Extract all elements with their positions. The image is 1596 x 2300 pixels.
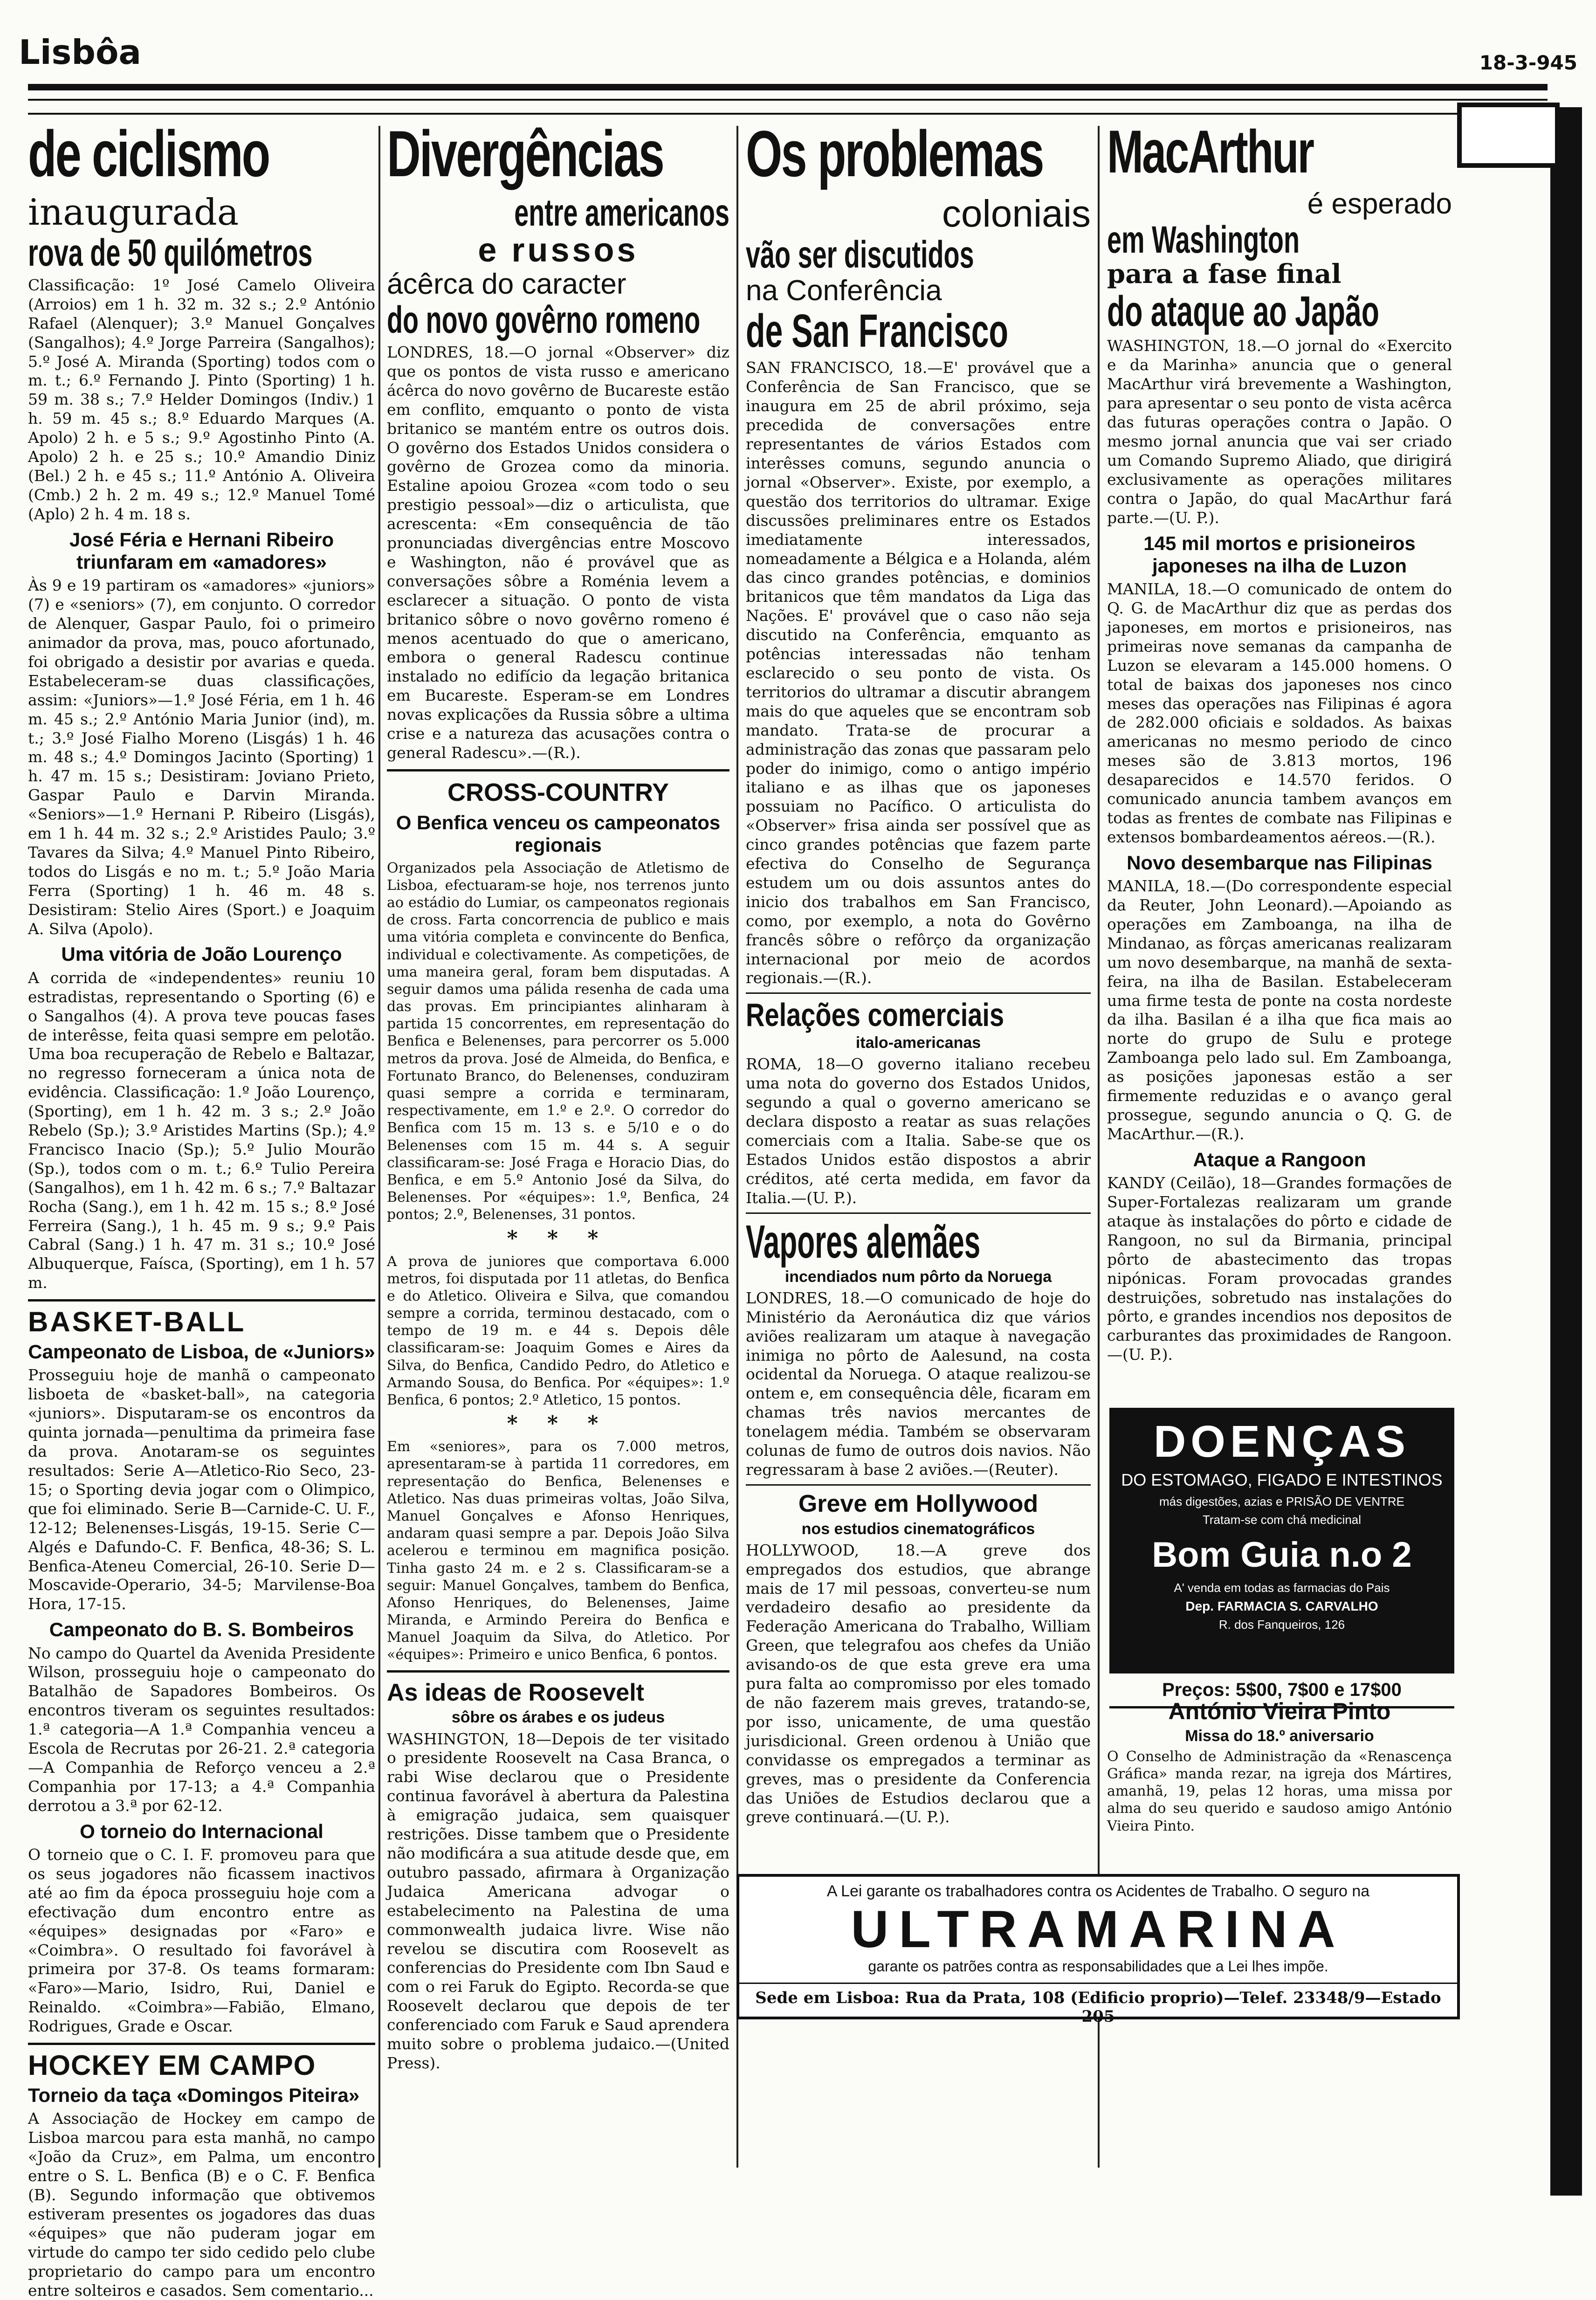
- article-text: SAN FRANCISCO, 18.—E' provável que a Conferência de San Francisco, que se inaugura em 25 de abril próximo, seja precedida de conversações entre representantes de vários Estados com interêsses comuns, segundo anuncia o jornal «Observer». Existe, por exemplo, a questão dos territorios do ultramar. Exige discussões preliminares entre os Estados imediatamente interessados, nomeadamente a Bélgica e a Holanda, além das cinco grandes potências, e dominios britanicos que têm mandatos da Liga das Nações. E' provável que o caso não seja discutido na Conferência, emquanto as potências interessadas não tenham esclarecido o seu ponto de vista. Os territorios do ultramar a discutir abrangem mais do que aqueles que se encontram sob mandato. Trata-se de procurar a administração das zonas que passaram pelo poder do inimigo, como o antigo império italiano e as ilhas que os japoneses possuiam no Pacífico. O articulista do «Observer» frisa ainda ser possível que as cinco grandes potências que fazem parte efectiva do Conselho de Segurança estudem um ou dois assuntos antes do inicio dos trabalhos em San Francisco, como, por exemplo, a nota do Govêrno francês sôbre o refôrço da organização internacional por meio de acordos regionais.—(R.).: [746, 358, 1091, 987]
- article-text: Classificação: 1º José Camelo Oliveira (Arroios) em 1 h. 32 m. 32 s.; 2.º António Rafael (Alenquer); 3.º Manuel Gonçalves (Sangalhos); 4.º Jorge Parreira (Sangalhos); 5.º José A. Miranda (Sporting) todos com o m. t.; 6.º Fernando J. Pinto (Sporting) 1 h. 59 m. 38 s.; 7.º Helder Domingos (Indiv.) 1 h. 59 m. 45 s.; 8.º Eduardo Marques (A. Apolo) 2 h. e 5 s.; 9.º Agostinho Pinto (A. Apolo) 2 h. e 25 s.; 10.º Amandio Diniz (Bel.) 2 h. e 45 s.; 11.º António A. Oliveira (Cmb.) 2 h. 2 m. 49 s.; 12.º Manuel Tomé (Aplo) 2 h. 4 m. 18 s.: [28, 275, 375, 523]
- section-heading: CROSS-COUNTRY: [447, 778, 669, 806]
- top-rule-thin-2: [28, 113, 1548, 115]
- notice-heading: António Vieira Pinto: [1168, 1698, 1391, 1725]
- section-heading: Relações comerciais: [746, 997, 1004, 1033]
- advert-bom-guia: [1109, 1408, 1454, 1673]
- article-text: HOLLYWOOD, 18.—A greve dos empregados dos estudios, que abrange mais de 17 mil pessoas, converteu-se num verdadeiro desafio ao presidente da Federação Americana do Trabalho, William Green, que telegrafou aos chefes da União avisando-os de que esta greve era uma pura falta ao compromisso por eles tomado de não fazerem mais greves, tratando-se, por isso, unicamente, de uma questão jurisdicional. Green ordenou à União que convidasse os empregados a terminar as greves, mas o presidente da Conferencia das Uniões de Estudios declarou que a greve continuará.—(U. P.).: [746, 1541, 1091, 1826]
- subheadline: entre americanos: [514, 192, 729, 234]
- subheadline: na Conferência: [746, 275, 942, 307]
- section-kicker: incendiados num pôrto da Noruega: [784, 1267, 1052, 1286]
- ad-line: A Lei garante os trabalhadores contra os Acidentes de Trabalho. O seguro na: [826, 1882, 1370, 1900]
- headline: de ciclismo: [28, 117, 269, 190]
- section-kicker: Campeonato de Lisboa, de «Juniors»: [28, 1341, 375, 1363]
- article-text: Às 9 e 19 partiram os «amadores» «juniors» (7) e «seniors» (7), em conjunto. O corredor de Alenquer, Gaspar Paulo, foi o primeiro animador da prova, mas, pouco afortunado, foi obrigado a desistir por avarias e queda. Estabeleceram-se duas classificações, assim: «Juniors»—1.º José Féria, em 1 h. 46 m. 45 s.; 2.º António Maria Junior (ind), m. t.; 3.º José Fialho Moreno (Lisgás) 1 h. 46 m. 48 s.; 4.º Domingos Jacinto (Sporting) 1 h. 47 m. 15 s.; Desistiram: Joviano Prieto, Gaspar Paulo e Darvin Miranda. «Seniors»—1.º Hernani P. Ribeiro (Lisgás), em 1 h. 44 m. 32 s.; 2.º Aristides Paulo; 3.º Tavares da Silva; 4.º Manuel Pinto Ribeiro, todos do Lisgás e no m. t.; 5.º João Maria Ferra (Sporting) 1 h. 46 m. 48 s. Desistiram: Stelio Aires (Sport.) e Joaquim A. Silva (Apolo).: [28, 576, 375, 938]
- ad-line: Dep. FARMACIA S. CARVALHO: [1185, 1599, 1378, 1613]
- section-kicker: O Benfica venceu os campeonatos regionais: [396, 812, 721, 856]
- divider: [28, 1299, 375, 1301]
- column-romania: [387, 117, 729, 2182]
- section-heading: Vapores alemães: [746, 1215, 981, 1268]
- subheadline: inaugurada: [28, 192, 239, 234]
- divider: [746, 1484, 1091, 1486]
- divider: [28, 2043, 375, 2045]
- top-rule: [28, 84, 1548, 90]
- divider: [387, 1670, 729, 1673]
- section-kicker: 145 mil mortos e prisioneiros japoneses na ilha de Luzon: [1143, 532, 1416, 577]
- article-text: LONDRES, 18.—O comunicado de hoje do Ministério da Aeronáutica diz que vários aviões realizaram um ataque à navegação inimiga no pôrto de Aalesund, na costa ocidental da Noruega. O ataque realizou-se ontem e, em consequência dêle, ficaram em chamas três navios mercantes de tonelagem média. Também se observaram colunas de fumo de outros dois navios. Não regressaram à base 2 aviões.—(Reuter).: [746, 1288, 1091, 1479]
- subheadline: rova de 50 quilómetros: [28, 231, 313, 274]
- column-rule: [1098, 126, 1100, 2168]
- article-text: KANDY (Ceilão), 18—Grandes formações de Super-Fortalezas realizaram um grande ataque às instalações do pôrto e cidade de Rangoon, no sul da Birmania, principal pôrto de abastecimento das tropas nipónicas. Foram provocadas grandes destruições, sobretudo nas instalações do pôrto, e grandes incendios nos depositos de carburantes das proximidades de Rangoon.—(U. P.).: [1107, 1174, 1452, 1364]
- article-text: No campo do Quartel da Avenida Presidente Wilson, prosseguiu hoje o campeonato do Batalhão de Sapadores Bombeiros. Os encontros tiveram os seguintes resultados: 1.ª categoria—A 1.ª Companhia venceu a Escola de Recrutas por 26-21. 2.ª categoria—A Companhia de Reforço venceu a 2.ª Companhia por 17-13; a 4.ª Companhia derrotou a 3.ª por 62-12.: [28, 1644, 375, 1815]
- article-text: A prova de juniores que comportava 6.000 metros, foi disputada por 11 atletas, do Benfica e do Atletico. Oliveira e Silva, que comandou sempre a corrida, terminou destacado, com o tempo de 19 m. e 44 s. Depois dêle classificaram-se: Joaquim Gomes e Aires da Silva, do Benfica, Candido Pedro, do Atletico e Armando Sousa, do Benfica. Por «équipes»: 1.º Benfica, 6 pontos; 2.º Atletico, 15 pontos.: [387, 1253, 729, 1409]
- paper-name: Lisbôa: [19, 33, 142, 72]
- section-heading: BASKET-BALL: [28, 1306, 246, 1338]
- column-rule: [736, 126, 738, 2168]
- advert-ultramarina: [736, 1874, 1460, 2026]
- separator-stars: * * *: [507, 1226, 610, 1250]
- page-edge-box: [1457, 103, 1560, 168]
- article-text: A Associação de Hockey em campo de Lisboa marcou para esta manhã, no campo «João da Cruz», em Palma, um encontro entre o S. L. Benfica (B) e o C. F. Benfica (B). Segundo informação que obtivemos estiveram presentes os jogadores das duas «équipes» que não puderam jogar em virtude do campo ter sido cedido pelo clube proprietario do campo para um encontro entre solteiros e casados. Sem comentario...: [28, 2109, 375, 2300]
- article-text: MANILA, 18.—(Do correspondente especial da Reuter, John Leonard).—Apoiando as operações em Zamboanga, na ilha de Mindanao, as fôrças americanas realizaram um novo desembarque, na manhã de sexta-feira, na ilha de Basilan. Estabeleceram uma firme testa de ponte na costa nordeste da ilha. Basilan é a ilha que fica mais ao norte do grupo de Sulu e protege Zamboanga pelo lado sul. Em Zamboanga, as posições japonesas estão a ser firmemente reduzidas e o avanço geral prossegue, segundo anuncia o Q. G. de MacArthur.—(R.).: [1107, 877, 1452, 1143]
- subheadline: ácêrca do caracter: [387, 268, 626, 300]
- subheadline: do ataque ao Japão: [1107, 287, 1380, 335]
- issue-date: 18-3-945: [1479, 51, 1577, 74]
- section-kicker: Novo desembarque nas Filipinas: [1127, 851, 1432, 874]
- top-rule-thin: [28, 99, 1548, 101]
- divider: [387, 769, 729, 771]
- headline: MacArthur: [1107, 117, 1314, 186]
- section-kicker: sôbre os árabes e os judeus: [451, 1708, 665, 1727]
- article-text: ROMA, 18—O governo italiano recebeu uma nota do governo dos Estados Unidos, segundo a qual o governo americano se declara disposto a reatar as suas relações comerciais com a Italia. Sabe-se que os Estados Unidos estão dispostos a abrir créditos, até certa medida, em favor da Italia.—(U. P.).: [746, 1055, 1091, 1207]
- subheadline: para a fase final: [1107, 259, 1341, 290]
- section-kicker: Campeonato do B. S. Bombeiros: [49, 1618, 354, 1641]
- section-heading: Greve em Hollywood: [798, 1490, 1039, 1517]
- ad-address: Sede em Lisboa: Rua da Prata, 108 (Edificio proprio)—Telef. 23348/9—Estado 205: [739, 1983, 1457, 2026]
- subheadline: em Washington: [1107, 219, 1300, 262]
- article-text: Prosseguiu hoje de manhã o campeonato lisboeta de «basket-ball», na categoria «juniors». Disputaram-se os encontros da quinta jornada—penultima da primeira fase da prova. Anotaram-se os seguintes resultados: Serie A—Atletico-Rio Seco, 23-15; o Sporting devia jogar com o Olimpico, que foi eliminado. Serie B—Carnide-C. U. F., 12-12; Belenenses-Lisgás, 19-15. Serie C—Algés e Dafundo-C. F. Benfica, 48-36; S. L. Benfica-Ateneu Comercial, 26-10. Serie D—Moscavide-Operario, 34-5; Marvilense-Boa Hora, 17-15.: [28, 1366, 375, 1613]
- article-text: O torneio que o C. I. F. promoveu para que os seus jogadores não ficassem inactivos até ao fim da época prosseguiu hoje com a efectivação dum encontro entre as «équipes» designadas por «Faro» e «Coimbra». O resultado foi favorável à primeira por 37-8. Os teams formaram: «Faro»—Mario, Isidro, Rui, Daniel e Reinaldo. «Coimbra»—Fabião, Elmano, Rodrigues, Grade e Oscar.: [28, 1846, 375, 2036]
- divider: [746, 1212, 1091, 1214]
- page-edge-bar: [1550, 107, 1582, 2196]
- section-kicker: italo-americanas: [855, 1034, 981, 1052]
- headline: Os problemas: [746, 117, 1043, 190]
- article-text: WASHINGTON, 18—Depois de ter visitado o presidente Roosevelt na Casa Branca, o rabi Wise declarou que o Presidente continua favorável à abertura da Palestina à emigração judaica, sem quaisquer restrições. Disse tambem que o Presidente não modificára a sua atitude desde que, em outubro passado, afirmara à Organização Judaica Americana advogar o estabelecimento na Palestina de uma commonwealth judaica livre. Wise não revelou se discutira com Roosevelt as conferencias do Presidente com Ibn Saud e com o rei Faruk do Egipto. Recorda-se que Roosevelt declarou que depois de ter conferenciado com Faruk e Saud aprendera muito sobre o problema judaico.—(United Press).: [387, 1729, 729, 2072]
- ad-line: R. dos Fanqueiros, 126: [1218, 1618, 1345, 1632]
- divider: [746, 992, 1091, 994]
- separator-stars: * * *: [507, 1412, 610, 1436]
- column-colonial: [746, 117, 1091, 2182]
- section-kicker: José Féria e Hernani Ribeiro triunfaram em «amadores»: [69, 528, 334, 573]
- subheadline: e russos: [478, 232, 639, 269]
- ad-line: DO ESTOMAGO, FIGADO E INTESTINOS: [1121, 1470, 1443, 1489]
- article-text: WASHINGTON, 18.—O jornal do «Exercito e da Marinha» anuncia que o general MacArthur virá brevemente a Washington, para apresentar o seu ponto de vista acêrca das futuras operações contra o Japão. O mesmo jornal anuncia que vai ser criado um Comando Supremo Aliado, que dirigirá exclusivamente as operações militares contra o Japão, do qual MacArthur fará parte.—(U. P.).: [1107, 337, 1452, 527]
- notice-kicker: Missa do 18.º aniversario: [1185, 1727, 1374, 1745]
- article-text: MANILA, 18.—O comunicado de ontem do Q. G. de MacArthur diz que as perdas dos japoneses, em mortos e prisioneiros, nas primeiras nove semanas da campanha de Luzon se elevaram a 145.000 homens. O total de baixas dos japoneses nos cinco meses das operações nas Filipinas é agora de 282.000 oficiais e soldados. As baixas americanas no mesmo periodo de cinco meses são de 3.813 mortos, 196 desaparecidos e 14.570 feridos. O comunicado anuncia tambem avanços em todas as frentes de combate nas Filipinas e extensos bombardeamentos aéreos.—(R.).: [1107, 580, 1452, 846]
- column-rule: [378, 126, 380, 2168]
- ad-line: A' venda em todas as farmacias do Pais: [1174, 1581, 1390, 1595]
- section-heading: As ideas de Roosevelt: [387, 1679, 644, 1706]
- ad-line: más digestões, azias e PRISÃO DE VENTRE: [1159, 1494, 1404, 1508]
- column-macarthur: [1107, 117, 1452, 2182]
- ad-brand: Bom Guia n.o 2: [1152, 1535, 1412, 1575]
- article-text: Organizados pela Associação de Atletismo de Lisboa, efectuaram-se hoje, nos terrenos junto ao estádio do Lumiar, os campeonatos regionais de cross. Farta concorrencia de publico e mais uma vitória completa e convincente do Benfica, individual e colectivamente. As competições, de uma maneira geral, foram bem disputadas. A seguir damos uma pálida resenha de cada uma das provas. Em principiantes alinharam à partida 15 concorrentes, em representação do Benfica e Belenenses, para percorrer os 5.000 metros da prova. José de Almeida, do Benfica, e Fortunato Branco, do Belenenses, conduziram quasi sempre a corrida e terminaram, respectivamente, em 1.º e 2.º. O corredor do Benfica com 15 m. 13 s. e 5/10 e o do Belenenses com 15 m. 44 s. A seguir classificaram-se: José Fraga e Horacio Dias, do Benfica, e em 5.º Antonio José da Silva, do Belenenses. Por «équipes»: 1.º, Benfica, 24 pontos; 2.º, Belenenses, 31 pontos.: [387, 860, 729, 1223]
- headline: Divergências: [387, 117, 663, 190]
- section-heading: HOCKEY EM CAMPO: [28, 2050, 316, 2081]
- subheadline: do novo govêrno romeno: [387, 298, 701, 341]
- section-kicker: Torneio da taça «Domingos Piteira»: [28, 2084, 360, 2107]
- subheadline: de San Francisco: [746, 305, 1009, 358]
- section-kicker: Uma vitória de João Lourenço: [61, 943, 342, 965]
- subheadline: coloniais: [942, 193, 1091, 235]
- ad-prices: Preços: 5$00, 7$00 e 17$00: [1109, 1673, 1454, 1708]
- ad-title: DOENÇAS: [1153, 1417, 1410, 1467]
- section-kicker: Ataque a Rangoon: [1193, 1148, 1366, 1171]
- subheadline: vão ser discutidos: [746, 234, 974, 276]
- section-kicker: nos estudios cinematográficos: [801, 1520, 1035, 1538]
- ad-line: garante os patrões contra as responsabilidades que a Lei lhes impõe.: [868, 1958, 1328, 1975]
- column-cycling: [28, 117, 375, 2300]
- article-text: LONDRES, 18.—O jornal «Observer» diz que os pontos de vista russo e americano ácêrca do novo govêrno de Bucareste estão em conflito, emquanto o ponto de vista britanico se mantém entre os outros dois. O govêrno dos Estados Unidos considera o govêrno de Grozea como da minoria. Estaline apoiou Grozea «com todo o seu prestigio pessoal»—diz o articulista, que acrescenta: «Em consequência de tão pronunciadas divergências entre Moscovo e Washington, não é provável que as conversações sôbre a Roménia levem a esclarecer a situação. O ponto de vista britanico sôbre o novo govêrno romeno é menos acentuado do que o americano, embora o general Radescu continue instalado no edifício da legação britanica em Bucareste. Esperam-se em Londres novas explicações da Russia sôbre a ultima crise e a natureza das acusações contra o general Radescu».—(R.).: [387, 343, 729, 762]
- masthead: [0, 0, 1596, 98]
- notice-text: O Conselho de Administração da «Renascença Gráfica» manda rezar, na igreja dos Mártires, amanhã, 19, pelas 12 horas, uma missa por alma do seu querido e saudoso amigo António Vieira Pinto.: [1107, 1748, 1452, 1834]
- ad-line: Tratam-se com chá medicinal: [1202, 1513, 1362, 1527]
- article-text: Em «seniores», para os 7.000 metros, apresentaram-se à partida 11 corredores, em representação do Benfica, Belenenses e Atletico. Nas duas primeiras voltas, João Silva, Manuel Gonçalves e Afonso Henriques, andaram quasi sempre a par. Depois João Silva acelerou e terminou em magnifica posição. Tinha gasto 24 m. e 2 s. Classificaram-se a seguir: Manuel Gonçalves, tambem do Benfica, Afonso Henriques, do Belenenses, Jaime Miranda, e Armindo Pereira do Benfica e Manuel Joaquim da Silva, do Atletico. Por «équipes»: Primeiro e unico Benfica, 6 pontos.: [387, 1439, 729, 1663]
- section-kicker: O torneio do Internacional: [80, 1820, 323, 1842]
- subheadline: é esperado: [1307, 188, 1452, 220]
- article-text: A corrida de «independentes» reuniu 10 estradistas, representando o Sporting (6) e o Sangalhos (4). A prova teve poucas fases de interêsse, feita quasi sempre em pelotão. Uma boa recuperação de Rebelo e Baltazar, no regresso forneceram a única nota de evidência. Classificação: 1.º João Lourenço, (Sporting), em 1 h. 42 m. 3 s.; 2.º João Rebelo (Sp.); 3.º Aristides Martins (Sp.); 4.º Francisco Inacio (Sp.); 5.º Julio Mourão (Sp.), todos com o m. t.; 6.º Tulio Pereira (Sangalhos), em 1 h. 42 m. 6 s.; 7.º Baltazar Rocha (Sang.), em 1 h. 42 m. 15 s.; 8.º José Ferreira (Sang.), 1 h. 45 m. 9 s.; 9.º Pais Cabral (Sang.) 1 h. 47 m. 31 s.; 10.º José Albuquerque, Faísca, (Sporting), em 1 h. 57 m.: [28, 968, 375, 1292]
- ad-brand: ULTRAMARINA: [851, 1900, 1346, 1958]
